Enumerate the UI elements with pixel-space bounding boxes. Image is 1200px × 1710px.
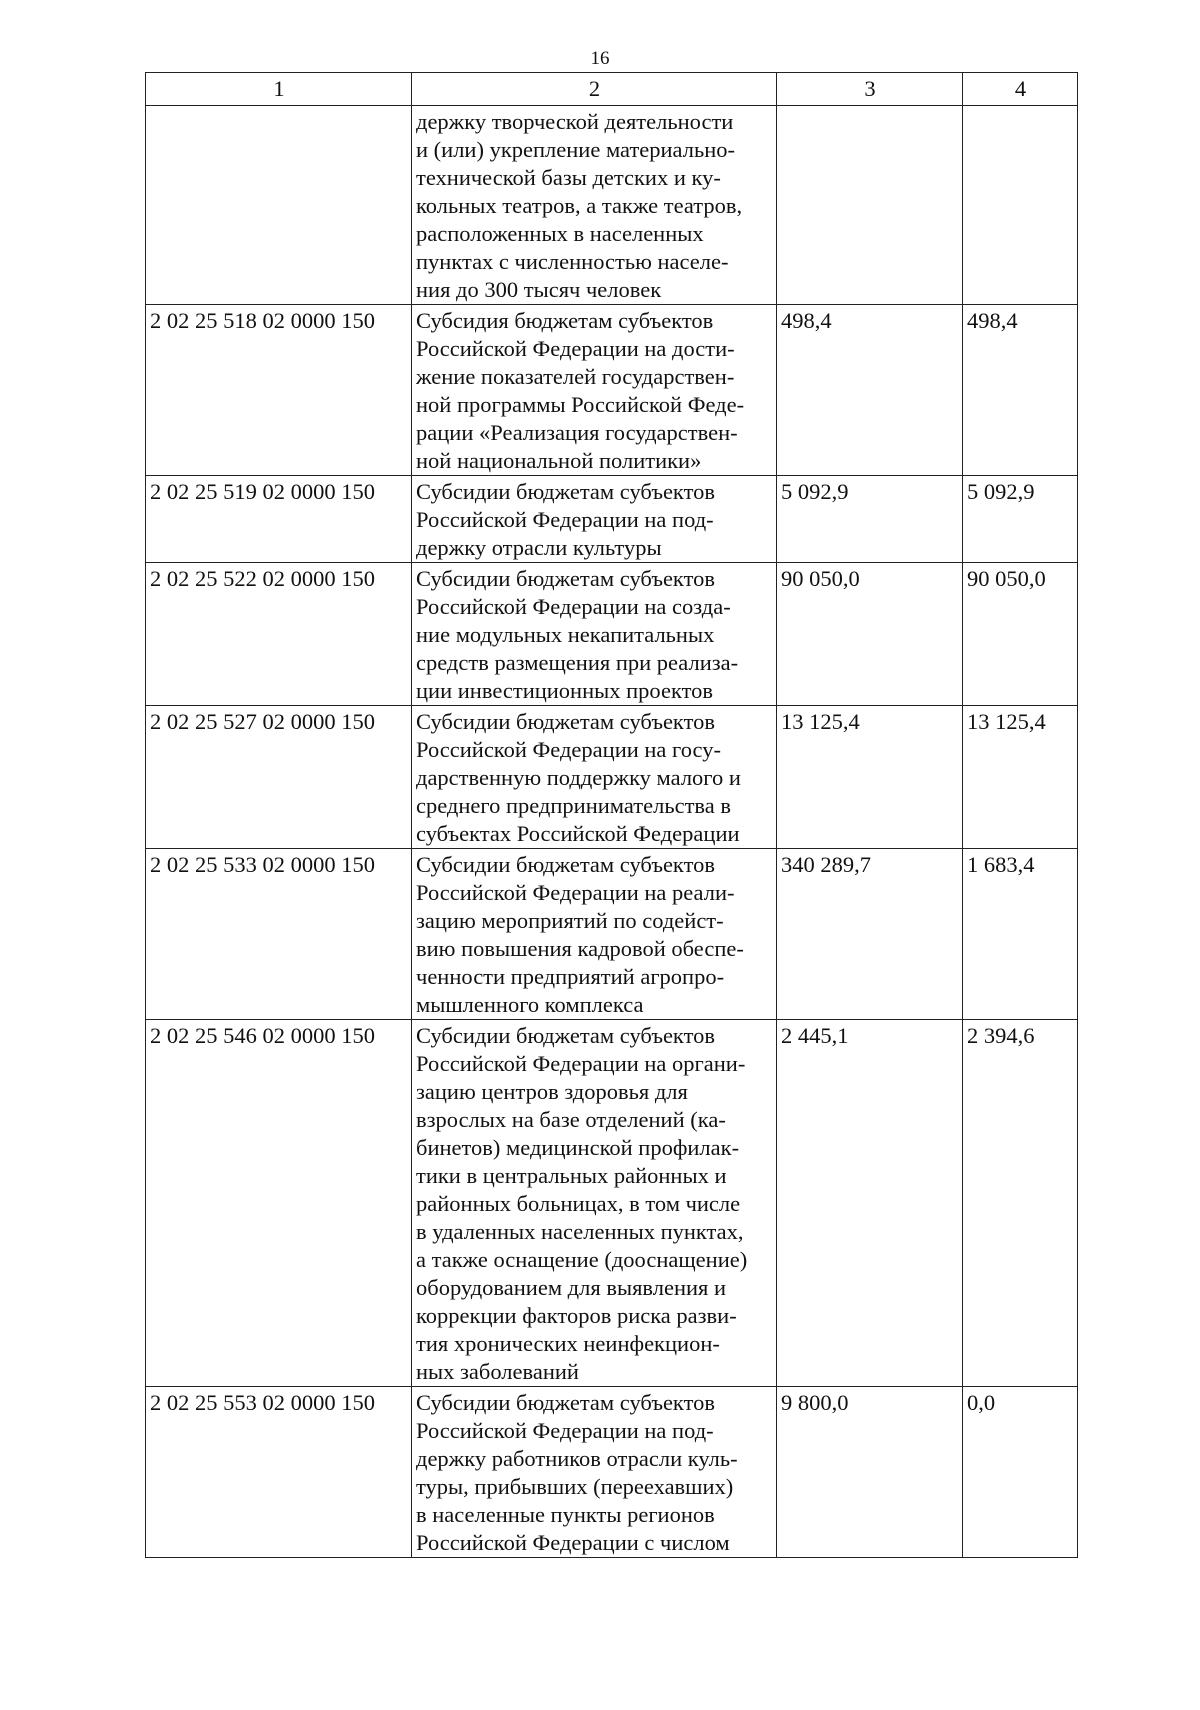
amount-col4-cell: 2 394,6	[963, 1020, 1078, 1387]
column-header-2: 2	[412, 73, 777, 106]
description-cell: Субсидии бюджетам субъектов Российской Федерации на органи- зацию центров здоровья для взрослых на базе отделений (ка- бинетов) медицинской профилак- тики в центральных районных и районных больницах, в том числе в удаленных населенных пунктах, а также оснащение (дооснащение) оборудованием для выявления и коррекции факторов риска разви- тия хронических неинфекцион- ных заболеваний	[412, 1020, 777, 1387]
table-row	[146, 476, 1078, 563]
description-cell: Субсидии бюджетам субъектов Российской Федерации на реали- зацию мероприятий по содейст- вию повышения кадровой обеспе- ченности предприятий агропро- мышленного комплекса	[412, 849, 777, 1020]
table-row	[146, 1020, 1078, 1387]
amount-col3-cell: 498,4	[777, 305, 963, 476]
amount-col3-cell: 5 092,9	[777, 476, 963, 563]
amount-col4-cell: 13 125,4	[963, 706, 1078, 849]
amount-col4-cell: 0,0	[963, 1387, 1078, 1558]
budget-code-cell: 2 02 25 546 02 0000 150	[146, 1020, 412, 1387]
budget-table	[145, 72, 1078, 1558]
description-cell: Субсидии бюджетам субъектов Российской Федерации на под- держку отрасли культуры	[412, 476, 777, 563]
table-row	[146, 849, 1078, 1020]
column-header-1: 1	[146, 73, 412, 106]
description-cell: Субсидии бюджетам субъектов Российской Федерации на госу- дарственную поддержку малого и среднего предпринимательства в субъектах Российской Федерации	[412, 706, 777, 849]
budget-code-cell: 2 02 25 553 02 0000 150	[146, 1387, 412, 1558]
amount-col4-cell	[963, 106, 1078, 305]
amount-col3-cell: 13 125,4	[777, 706, 963, 849]
description-cell: Субсидия бюджетам субъектов Российской Федерации на дости- жение показателей государствен- ной программы Российской Феде- рации «Реализация государствен- ной национальной политики»	[412, 305, 777, 476]
page-number: 16	[590, 48, 610, 69]
table-row	[146, 106, 1078, 305]
amount-col4-cell: 1 683,4	[963, 849, 1078, 1020]
table-header-row	[146, 73, 1078, 106]
amount-col3-cell: 340 289,7	[777, 849, 963, 1020]
table-row	[146, 305, 1078, 476]
description-cell: Субсидии бюджетам субъектов Российской Федерации на под- держку работников отрасли куль- туры, прибывших (переехавших) в населенные пункты регионов Российской Федерации с числом	[412, 1387, 777, 1558]
budget-code-cell: 2 02 25 522 02 0000 150	[146, 563, 412, 706]
amount-col3-cell	[777, 106, 963, 305]
description-cell: держку творческой деятельности и (или) укрепление материально- технической базы детских и ку- кольных театров, а также театров, расположенных в населенных пунктах с численностью населе- ния до 300 тысяч человек	[412, 106, 777, 305]
budget-code-cell: 2 02 25 527 02 0000 150	[146, 706, 412, 849]
column-header-4: 4	[963, 73, 1078, 106]
budget-code-cell: 2 02 25 518 02 0000 150	[146, 305, 412, 476]
amount-col3-cell: 2 445,1	[777, 1020, 963, 1387]
amount-col4-cell: 90 050,0	[963, 563, 1078, 706]
amount-col3-cell: 90 050,0	[777, 563, 963, 706]
table-row	[146, 1387, 1078, 1558]
amount-col4-cell: 5 092,9	[963, 476, 1078, 563]
column-header-3: 3	[777, 73, 963, 106]
table-row	[146, 563, 1078, 706]
amount-col3-cell: 9 800,0	[777, 1387, 963, 1558]
description-cell: Субсидии бюджетам субъектов Российской Федерации на созда- ние модульных некапитальных средств размещения при реализа- ции инвестиционных проектов	[412, 563, 777, 706]
table-row	[146, 706, 1078, 849]
amount-col4-cell: 498,4	[963, 305, 1078, 476]
budget-code-cell: 2 02 25 519 02 0000 150	[146, 476, 412, 563]
budget-code-cell	[146, 106, 412, 305]
budget-code-cell: 2 02 25 533 02 0000 150	[146, 849, 412, 1020]
